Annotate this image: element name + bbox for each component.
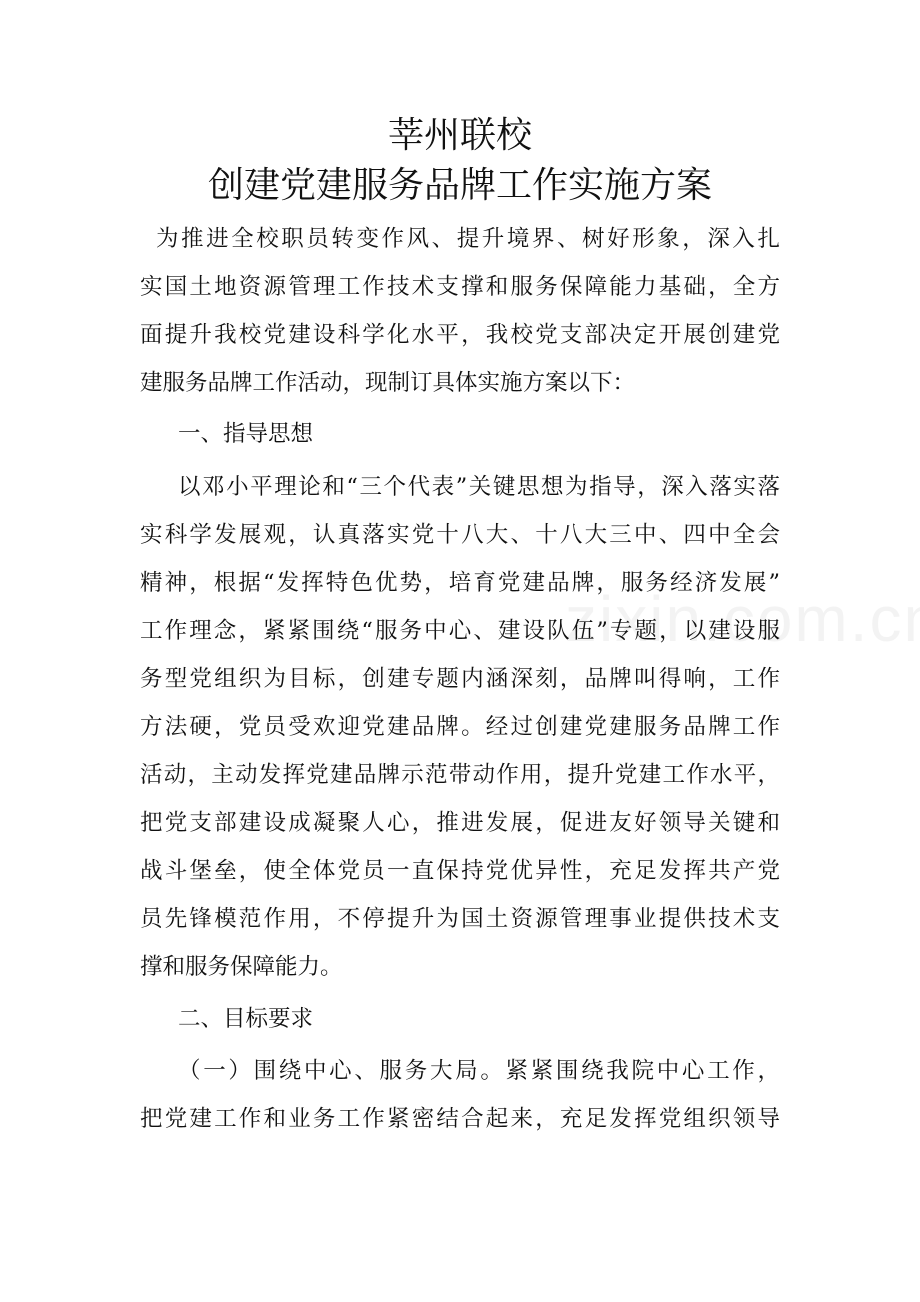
section1-line: 把党支部建设成凝聚人心，推进发展，促进友好领导关键和 bbox=[140, 810, 780, 836]
section1-line: 以邓小平理论和“三个代表”关键思想为指导，深入落实落 bbox=[178, 474, 780, 500]
intro-line: 实国土地资源管理工作技术支撑和服务保障能力基础，全方 bbox=[140, 274, 780, 300]
section1-line: 方法硬，党员受欢迎党建品牌。经过创建党建服务品牌工作 bbox=[140, 714, 780, 740]
section1-line: 活动，主动发挥党建品牌示范带动作用，提升党建工作水平， bbox=[140, 762, 780, 788]
section1-line: 撑和服务保障能力。 bbox=[140, 954, 343, 980]
watermark bbox=[565, 582, 920, 656]
section2-line: （一）围绕中心、服务大局。紧紧围绕我院中心工作， bbox=[178, 1058, 780, 1084]
intro-line: 建服务品牌工作活动，现制订具体实施方案以下： bbox=[140, 370, 636, 396]
intro-line: 面提升我校党建设科学化水平，我校党支部决定开展创建党 bbox=[140, 322, 780, 348]
section1-line: 工作理念，紧紧围绕“服务中心、建设队伍”专题，以建设服 bbox=[140, 618, 780, 644]
section1-line: 务型党组织为目标，创建专题内涵深刻，品牌叫得响，工作 bbox=[140, 666, 780, 692]
document-title-school: 莘州联校 bbox=[387, 115, 532, 156]
section-heading-goals: 二、目标要求 bbox=[178, 1006, 314, 1032]
document-title-main: 创建党建服务品牌工作实施方案 bbox=[207, 165, 712, 206]
section2-line: 把党建工作和业务工作紧密结合起来，充足发挥党组织领导 bbox=[140, 1106, 780, 1132]
section1-line: 精神，根据“发挥特色优势，培育党建品牌，服务经济发展” bbox=[140, 570, 780, 596]
section1-line: 员先锋模范作用，不停提升为国土资源管理事业提供技术支 bbox=[140, 906, 780, 932]
intro-line: 为推进全校职员转变作风、提升境界、树好形象，深入扎 bbox=[156, 226, 780, 252]
section-heading-guiding-ideology: 一、指导思想 bbox=[178, 421, 314, 447]
section1-line: 实科学发展观，认真落实党十八大、十八大三中、四中全会 bbox=[140, 522, 780, 548]
section1-line: 战斗堡垒，使全体党员一直保持党优异性，充足发挥共产党 bbox=[140, 858, 780, 884]
